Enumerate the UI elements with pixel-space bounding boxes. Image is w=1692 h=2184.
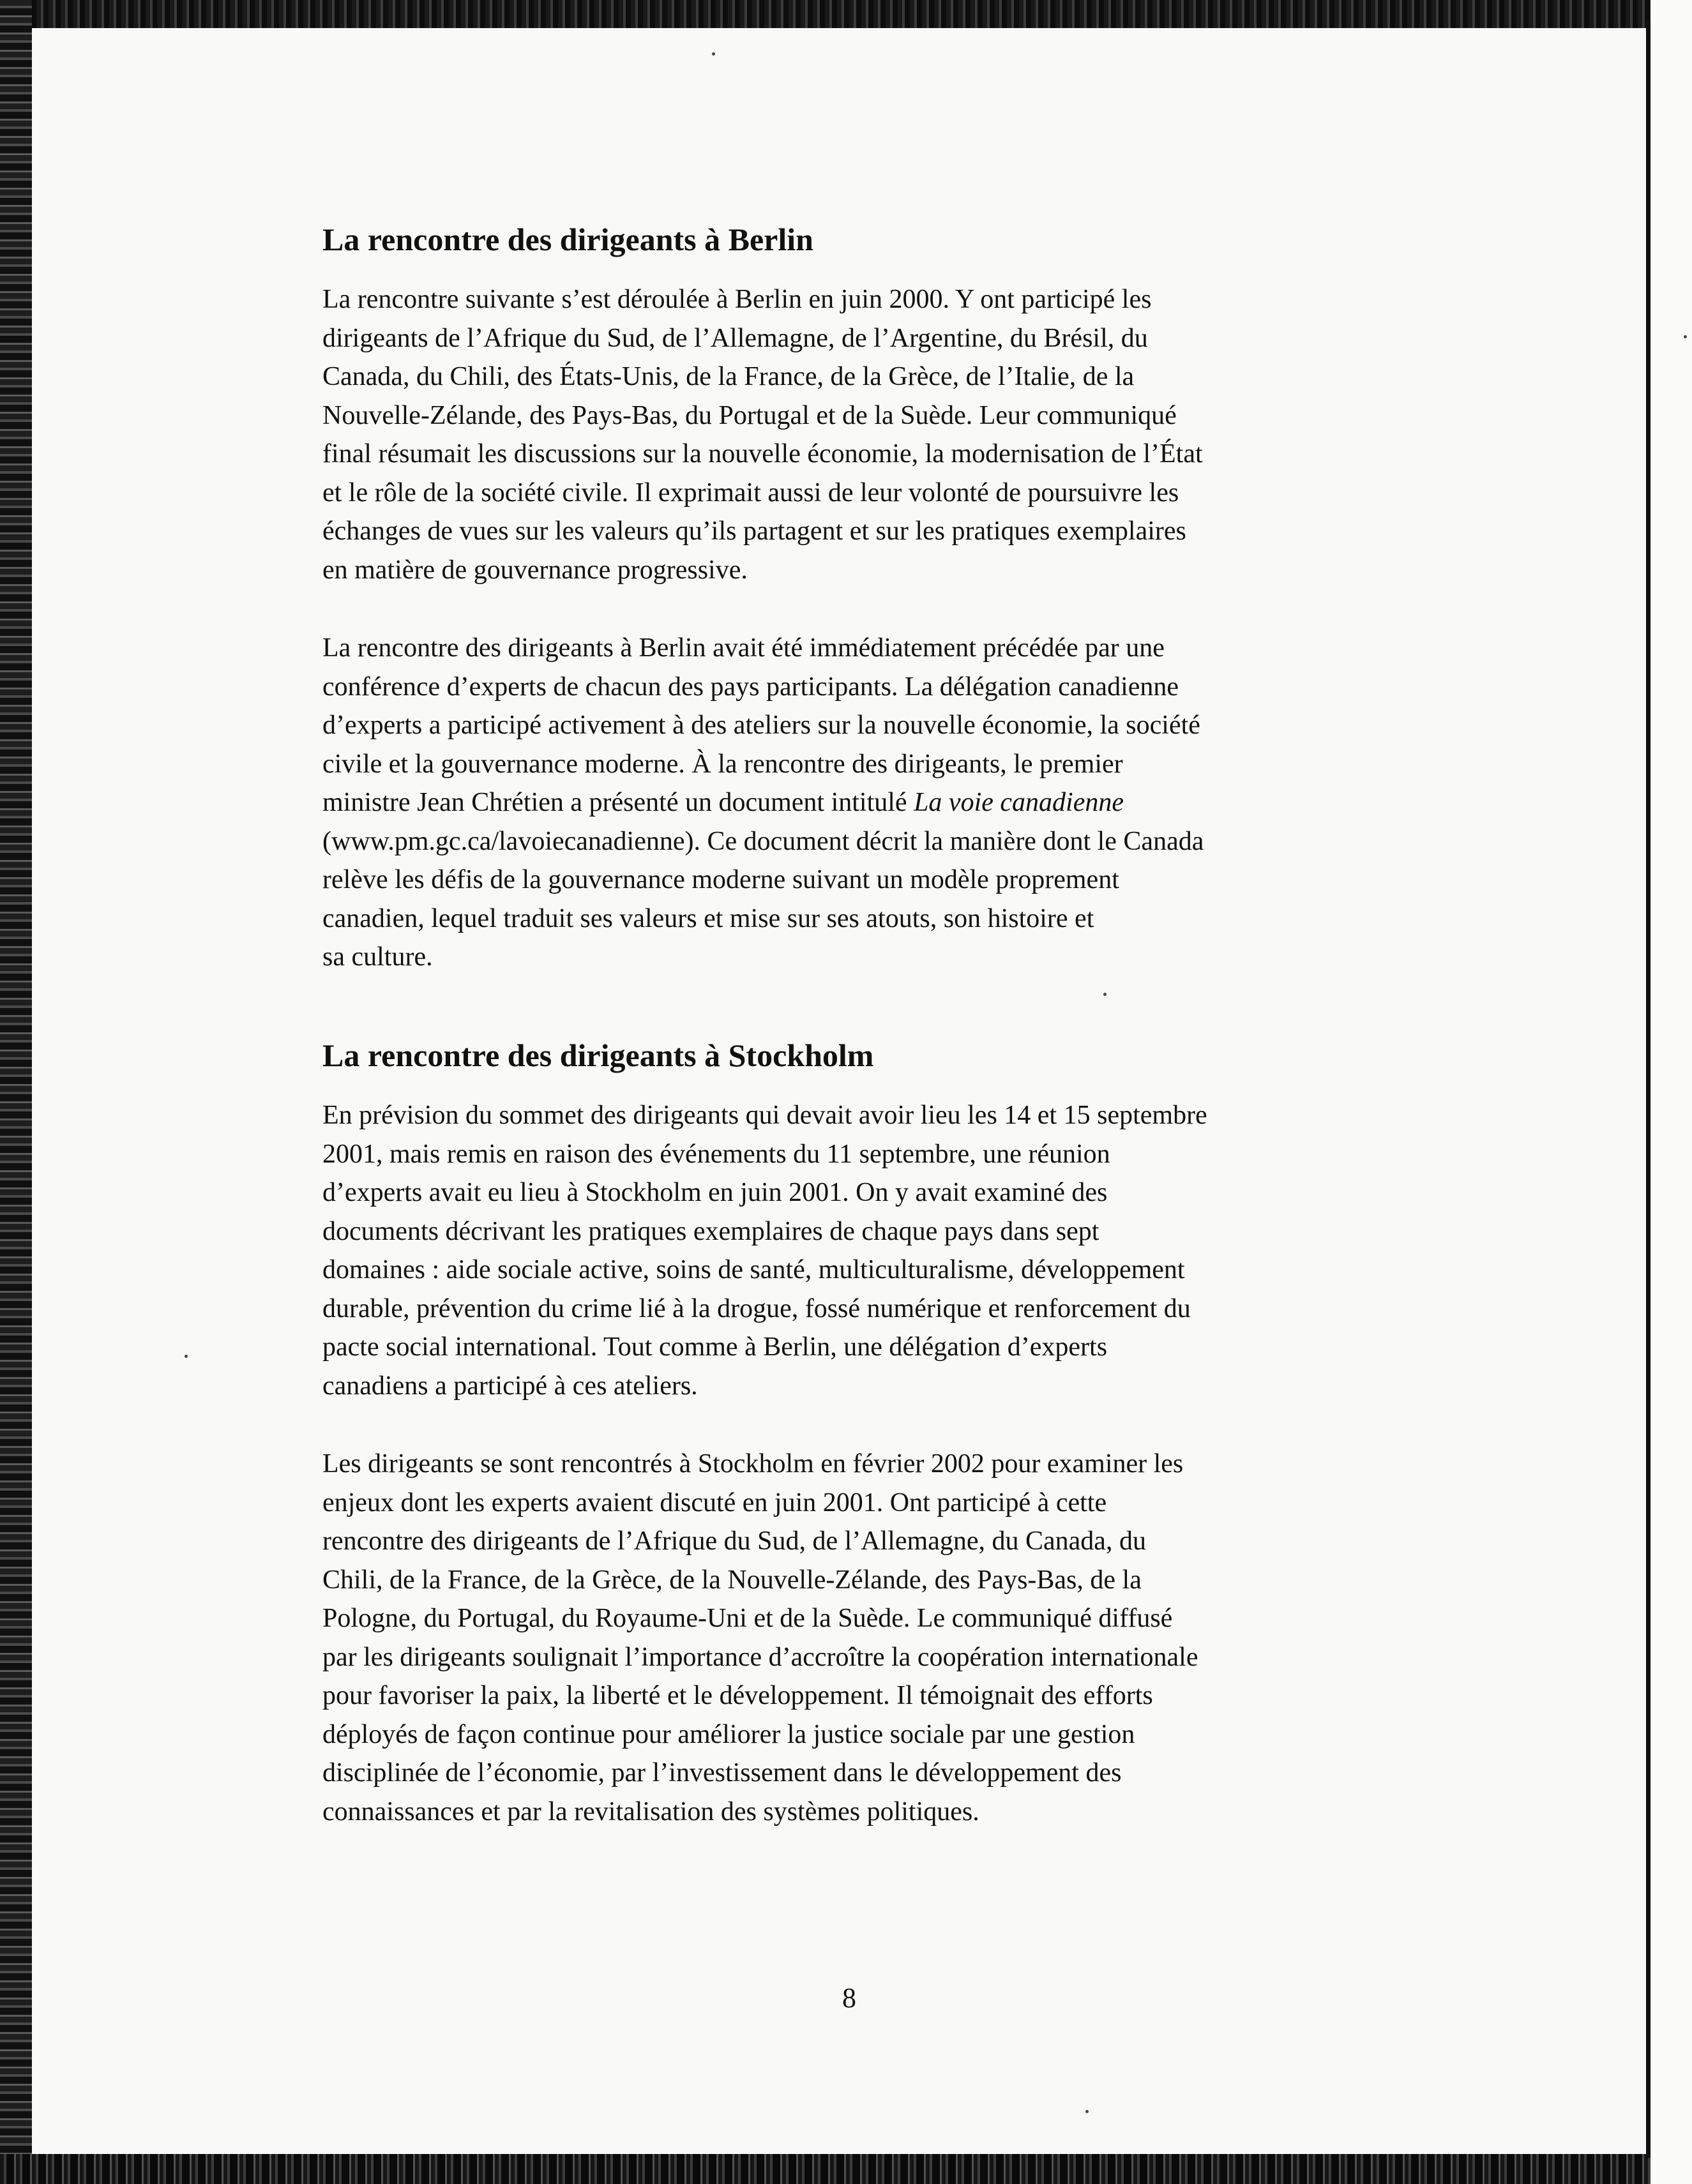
- scan-border-right: [1646, 19, 1650, 2158]
- text-line: La rencontre suivante s’est déroulée à Berlin en juin 2000. Y ont participé les: [322, 285, 1152, 314]
- text-line: civile et la gouvernance moderne. À la rencontre des dirigeants, le premier: [322, 749, 1123, 779]
- text-line: canadiens a participé à ces ateliers.: [322, 1371, 698, 1401]
- text-line: conférence d’experts de chacun des pays participants. La délégation canadienne: [322, 672, 1179, 702]
- text-line: pour favoriser la paix, la liberté et le développement. Il témoignait des efforts: [322, 1681, 1153, 1710]
- scan-border-bottom: [0, 2154, 1692, 2184]
- text-line: Nouvelle-Zélande, des Pays-Bas, du Portugal et de la Suède. Leur communiqué: [322, 400, 1177, 430]
- text-line: documents décrivant les pratiques exemplaires de chaque pays dans sept: [322, 1216, 1099, 1246]
- text-line: domaines : aide sociale active, soins de santé, multiculturalisme, développement: [322, 1255, 1185, 1284]
- scan-border-top: [0, 0, 1692, 28]
- text-line: La rencontre des dirigeants à Berlin avait été immédiatement précédée par une: [322, 633, 1165, 663]
- text-line: Chili, de la France, de la Grèce, de la Nouvelle-Zélande, des Pays-Bas, de la: [322, 1565, 1142, 1595]
- paragraph: [322, 280, 1421, 589]
- section-heading: La rencontre des dirigeants à Stockholm: [322, 1037, 874, 1073]
- text-line: (www.pm.gc.ca/lavoiecanadienne). Ce document décrit la manière dont le Canada: [322, 826, 1204, 856]
- section-stockholm: [322, 1036, 1421, 1831]
- text-line: d’experts avait eu lieu à Stockholm en juin 2001. On y avait examiné des: [322, 1178, 1108, 1207]
- text-line: échanges de vues sur les valeurs qu’ils partagent et sur les pratiques exemplaires: [322, 516, 1186, 546]
- text-line: déployés de façon continue pour améliorer la justice sociale par une gestion: [322, 1719, 1135, 1749]
- text-line: connaissances et par la revitalisation des systèmes politiques.: [322, 1796, 979, 1826]
- text-line: disciplinée de l’économie, par l’investissement dans le développement des: [322, 1758, 1122, 1788]
- text-line: durable, prévention du crime lié à la drogue, fossé numérique et renforcement du: [322, 1293, 1191, 1323]
- text-line: dirigeants de l’Afrique du Sud, de l’Allemagne, de l’Argentine, du Brésil, du: [322, 323, 1148, 353]
- paragraph: [322, 629, 1421, 977]
- text-line: en matière de gouvernance progressive.: [322, 555, 748, 585]
- paragraph-gap: [322, 589, 1421, 629]
- text-line: sa culture.: [322, 942, 433, 972]
- text-line: relève les défis de la gouvernance moderne suivant un modèle proprement: [322, 865, 1119, 894]
- text-line: 2001, mais remis en raison des événements du 11 septembre, une réunion: [322, 1139, 1110, 1169]
- text-line: et le rôle de la société civile. Il exprimait aussi de leur volonté de poursuivre les: [322, 478, 1179, 508]
- document-title-italic: La voie canadienne: [914, 788, 1124, 817]
- scan-speck: [185, 1355, 188, 1358]
- text-line: Pologne, du Portugal, du Royaume-Uni et de la Suède. Le communiqué diffusé: [322, 1604, 1173, 1633]
- scan-speck: [712, 52, 715, 56]
- text-fragment: ministre Jean Chrétien a présenté un document intitulé: [322, 788, 914, 817]
- text-line: Canada, du Chili, des États-Unis, de la France, de la Grèce, de l’Italie, de la: [322, 362, 1135, 391]
- scan-border-left: [0, 0, 32, 2184]
- paragraph: [322, 1445, 1421, 1831]
- text-line: canadien, lequel traduit ses valeurs et mise sur ses atouts, son histoire et: [322, 903, 1094, 933]
- text-line: enjeux dont les experts avaient discuté en juin 2001. Ont participé à cette: [322, 1487, 1107, 1518]
- paragraph-gap: [322, 1405, 1421, 1445]
- text-line: d’experts a participé activement à des ateliers sur la nouvelle économie, la société: [322, 711, 1200, 740]
- section-berlin: [322, 220, 1421, 977]
- text-line: Les dirigeants se sont rencontrés à Stockholm en février 2002 pour examiner les: [322, 1449, 1184, 1479]
- scan-speck: [1085, 2110, 1089, 2113]
- text-line: par les dirigeants soulignait l’importance d’accroître la coopération internationale: [322, 1642, 1198, 1672]
- text-line: rencontre des dirigeants de l’Afrique du Sud, de l’Allemagne, du Canada, du: [322, 1526, 1146, 1556]
- section-heading: La rencontre des dirigeants à Berlin: [322, 222, 813, 257]
- scan-speck: [1684, 335, 1687, 338]
- page-number: 8: [842, 1982, 856, 2014]
- text-line: [322, 783, 1421, 822]
- scan-margin-right: [1650, 0, 1692, 2184]
- scan-speck: [1103, 993, 1107, 996]
- text-line: pacte social international. Tout comme à Berlin, une délégation d’experts: [322, 1332, 1108, 1362]
- text-line: En prévision du sommet des dirigeants qui devait avoir lieu les 14 et 15 septembre: [322, 1101, 1207, 1130]
- text-line: final résumait les discussions sur la nouvelle économie, la modernisation de l’État: [322, 439, 1203, 469]
- paragraph: [322, 1096, 1421, 1405]
